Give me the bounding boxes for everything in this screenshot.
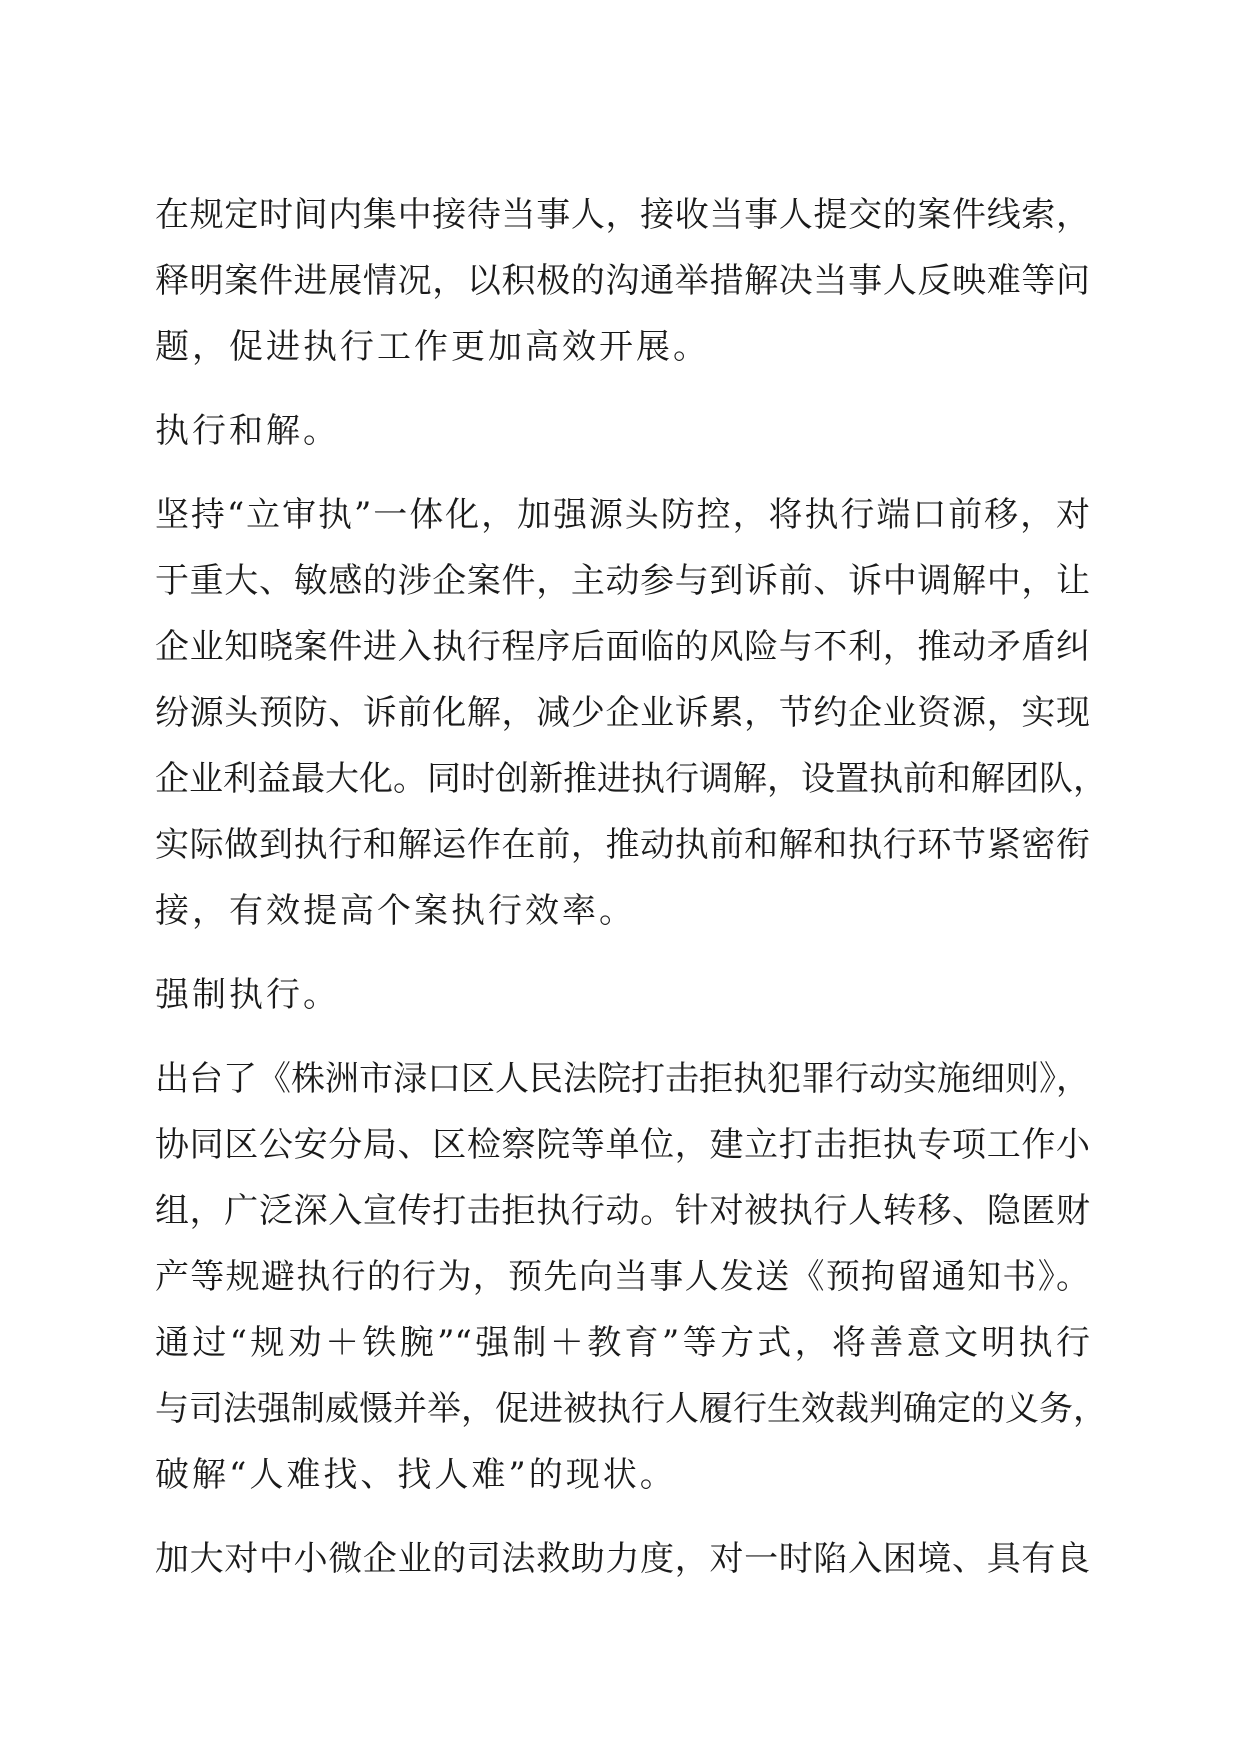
text-line: 纷源头预防、诉前化解，减少企业诉累，节约企业资源，实现 bbox=[155, 693, 1090, 733]
paragraph-enforcement bbox=[155, 1046, 1107, 1508]
text-line: 与司法强制威慑并举，促进被执行人履行生效裁判确定的义务， bbox=[155, 1389, 1107, 1429]
text-line: 于重大、敏感的涉企案件，主动参与到诉前、诉中调解中，让 bbox=[155, 561, 1090, 601]
text-line: 破解“人难找、找人难”的现状。 bbox=[155, 1455, 677, 1495]
text-line: 在规定时间内集中接待当事人，接收当事人提交的案件线索， bbox=[155, 195, 1090, 235]
text-line: 通过“规劝＋铁腕”“强制＋教育”等方式，将善意文明执行 bbox=[155, 1323, 1090, 1363]
text-line: 出台了《株洲市渌口区人民法院打击拒执犯罪行动实施细则》， bbox=[155, 1059, 1090, 1099]
text-line: 接，有效提高个案执行效率。 bbox=[155, 891, 636, 931]
section-heading: 强制执行。 bbox=[155, 975, 340, 1015]
text-line: 题，促进执行工作更加高效开展。 bbox=[155, 327, 710, 367]
paragraph-reception bbox=[155, 182, 1090, 380]
text-line: 实际做到执行和解运作在前，推动执前和解和执行环节紧密衔 bbox=[155, 825, 1090, 865]
text-line: 加大对中小微企业的司法救助力度，对一时陷入困境、具有良 bbox=[155, 1539, 1090, 1579]
text-line: 企业知晓案件进入执行程序后面临的风险与不利，推动矛盾纠 bbox=[155, 627, 1090, 667]
text-line: 释明案件进展情况，以积极的沟通举措解决当事人反映难等问 bbox=[155, 261, 1090, 301]
text-line: 协同区公安分局、区检察院等单位，建立打击拒执专项工作小 bbox=[155, 1125, 1090, 1165]
text-line: 坚持“立审执”一体化，加强源头防控，将执行端口前移，对 bbox=[155, 495, 1090, 535]
document-body bbox=[155, 182, 1107, 1610]
text-line: 企业利益最大化。同时创新推进执行调解，设置执前和解团队， bbox=[155, 759, 1107, 799]
section-heading: 执行和解。 bbox=[155, 411, 340, 451]
paragraph-judicial-aid bbox=[155, 1526, 1090, 1592]
text-line: 组，广泛深入宣传打击拒执行动。针对被执行人转移、隐匿财 bbox=[155, 1191, 1090, 1231]
paragraph-settlement bbox=[155, 482, 1107, 944]
section-heading-settlement bbox=[155, 398, 1090, 464]
text-line: 产等规避执行的行为，预先向当事人发送《预拘留通知书》。 bbox=[155, 1257, 1090, 1297]
section-heading-enforcement bbox=[155, 962, 1090, 1028]
